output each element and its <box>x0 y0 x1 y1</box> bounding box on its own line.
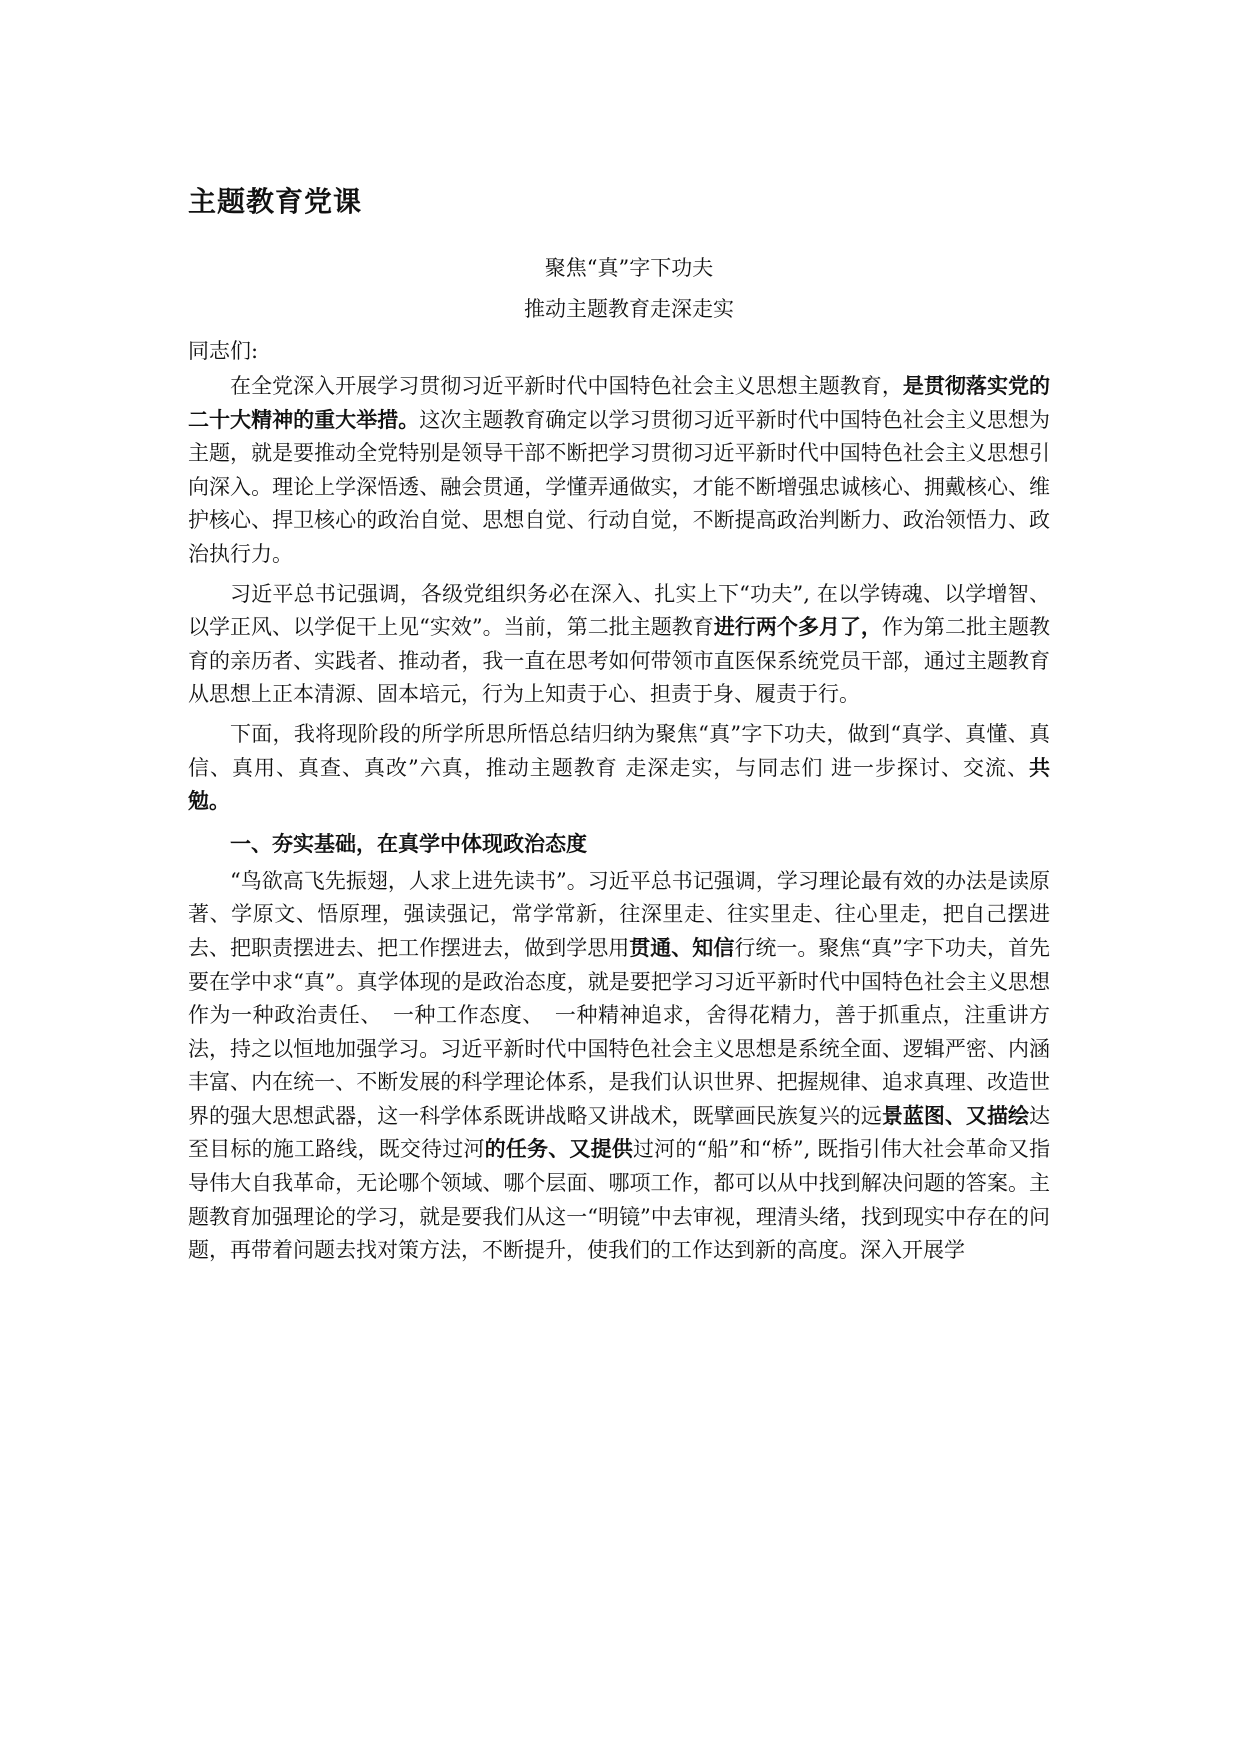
paragraph-4-bold-b: 景蓝图、又描绘 <box>881 1103 1030 1128</box>
paragraph-2-text-b: 作为第二批主题教育的亲历者、实践者、推动者，我一直在思考如何带领市直医保系统党员干部，通过主题教育从思想上正本清源、固本培元，行为上知责于心、担责于身、履责于行。 <box>188 615 1050 707</box>
paragraph-2-bold-a: 进行两个多月了， <box>713 615 882 640</box>
paragraph-4-text-a: “鸟欲高飞先振翅，人求上进先读书”。习近平总书记强调，学习理论最有效的办法是读原著、学原文、悟原理，强读强记，常学常新，往深里走、往实里走、往心里走，把自己摆进去、把职责摆进去、把工作摆进去，做到学思用 <box>188 868 1050 960</box>
subtitle-line-2: 推动主题教育走深走实 <box>524 297 734 321</box>
subtitle-line-1: 聚焦“真”字下功夫 <box>544 256 714 280</box>
paragraph-2-text-a: 习近平总书记强调，各级党组织务必在深入、扎实上下“功夫”, 在以学铸魂、以学增智、以学正风、以学促干上见“实效”。当前，第二批主题教育 <box>188 581 1050 640</box>
section-1-heading: 一、夯实基础，在真学中体现政治态度 <box>230 831 587 856</box>
paragraph-2 <box>188 578 1050 712</box>
document-page <box>188 182 1050 1268</box>
paragraph-4-text-d: 过河的“船”和“桥”, 既指引伟大社会革命又指导伟大自我革命，无论哪个领域、哪个层面、哪项工作，都可以从中找到解决问题的答案。主题教育加强理论的学习，就是要我们从这一“明镜”中去审视，理清头绪，找到现实中存在的问题，再带着问题去找对策方法，不断提升，使我们的工作达到新的高度。深入开展学 <box>188 1137 1051 1263</box>
paragraph-1-text-b: 这次主题教育确定以学习贯彻习近平新时代中国特色社会主义思想为主题，就是要推动全党特别是领导干部不断把学习贯彻习近平新时代中国特色社会主义思想引向深入。理论上学深悟透、融会贯通，学懂弄通做实，才能不断增强忠诚核心、拥戴核心、维护核心、捍卫核心的政治自觉、思想自觉、行动自觉，不断提高政治判断力、政治领悟力、政治执行力。 <box>188 407 1051 566</box>
paragraph-4-bold-c: 的任务、又提供 <box>484 1137 633 1162</box>
paragraph-4-text-c: 达至目标的施工路线，既交待过河 <box>188 1103 1051 1162</box>
paragraph-4-text-b: 行统一。聚焦“真”字下功夫，首先要在学中求“真”。真学体现的是政治态度，就是要把学习习近平新时代中国特色社会主义思想作为一种政治责任、 一种工作态度、 一种精神追求，舍得花精力，善于抓重点，注重讲方法，持之以恒地加强学习。习近平新时代中国特色社会主义思想是系统全面、逻辑严密、内涵丰富、内在统一、不断发展的科学理论体系，是我们认识世界、把握规律、追求真理、改造世界的强大思想武器，这一科学体系既讲战略又讲战术，既擘画民族复兴的远 <box>188 935 1050 1128</box>
paragraph-4 <box>188 865 1050 1268</box>
document-title: 主题教育党课 <box>188 185 363 218</box>
paragraph-3-bold-a: 共勉。 <box>188 755 1050 814</box>
paragraph-1-text-a: 在全党深入开展学习贯彻习近平新时代中国特色社会主义思想主题教育， <box>230 374 903 398</box>
salutation: 同志们: <box>188 339 259 363</box>
paragraph-3 <box>188 718 1050 819</box>
paragraph-4-bold-a: 贯通、知信 <box>629 935 735 960</box>
paragraph-1 <box>188 370 1050 572</box>
paragraph-3-text-a: 下面，我将现阶段的所学所思所悟总结归纳为聚焦“真”字下功夫，做到“真学、真懂、真信、真用、真查、真改”六真，推动主题教育 走深走实，与同志们 进一步探讨、交流、 <box>188 721 1050 780</box>
paragraph-1-bold-a: 是贯彻落实党的二十大精神的重大举措。 <box>188 374 1051 432</box>
